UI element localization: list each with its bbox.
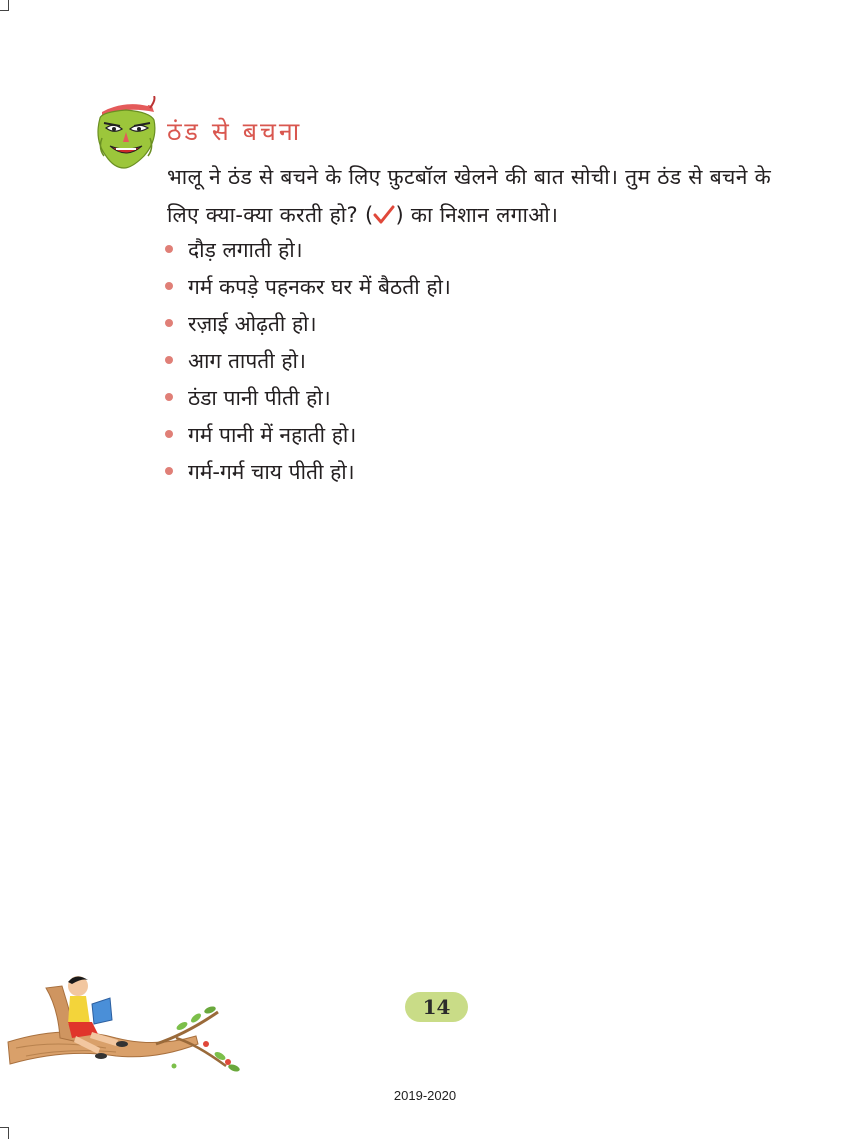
option-item [165, 306, 451, 343]
option-text: गर्म-गर्म चाय पीती हो। [188, 460, 355, 484]
bullet-icon [165, 430, 173, 438]
crop-mark-bottom-left-v [8, 1127, 9, 1139]
option-item [165, 269, 451, 306]
bullet-icon [165, 356, 173, 364]
option-text: गर्म कपड़े पहनकर घर में बैठती हो। [188, 275, 451, 299]
bullet-icon [165, 319, 173, 327]
mask-icon [92, 96, 160, 170]
option-text: आग तापती हो। [188, 349, 306, 373]
crop-mark-top-left-v [8, 0, 9, 10]
options-list [165, 232, 451, 491]
boy-reading-on-branch-illustration [6, 968, 246, 1088]
option-text: रज़ाई ओढ़ती हो। [188, 312, 317, 336]
page-number-badge: 14 [405, 992, 468, 1022]
option-text: गर्म पानी में नहाती हो। [188, 423, 357, 447]
intro-text-start: भालू ने ठंड से बचने के लिए फ़ुटबॉल खेलने की बात सोची। तुम ठंड से बचने के लिए क्या-क्या करती हो? ( [167, 165, 772, 227]
check-mark-icon [373, 204, 395, 226]
bullet-icon [165, 245, 173, 253]
bullet-icon [165, 282, 173, 290]
academic-year: 2019-2020 [393, 1088, 457, 1103]
option-item [165, 232, 451, 269]
option-item [165, 380, 451, 417]
crop-mark-top-left-h [0, 10, 9, 11]
option-item [165, 454, 451, 491]
crop-mark-bottom-left-h [0, 1127, 9, 1128]
section-heading: ठंड से बचना [167, 117, 303, 146]
intro-paragraph [167, 158, 787, 234]
option-item [165, 417, 451, 454]
option-item [165, 343, 451, 380]
bullet-icon [165, 467, 173, 475]
option-text: ठंडा पानी पीती हो। [188, 386, 331, 410]
bullet-icon [165, 393, 173, 401]
intro-text-end: ) का निशान लगाओ। [395, 203, 559, 227]
option-text: दौड़ लगाती हो। [188, 238, 303, 262]
